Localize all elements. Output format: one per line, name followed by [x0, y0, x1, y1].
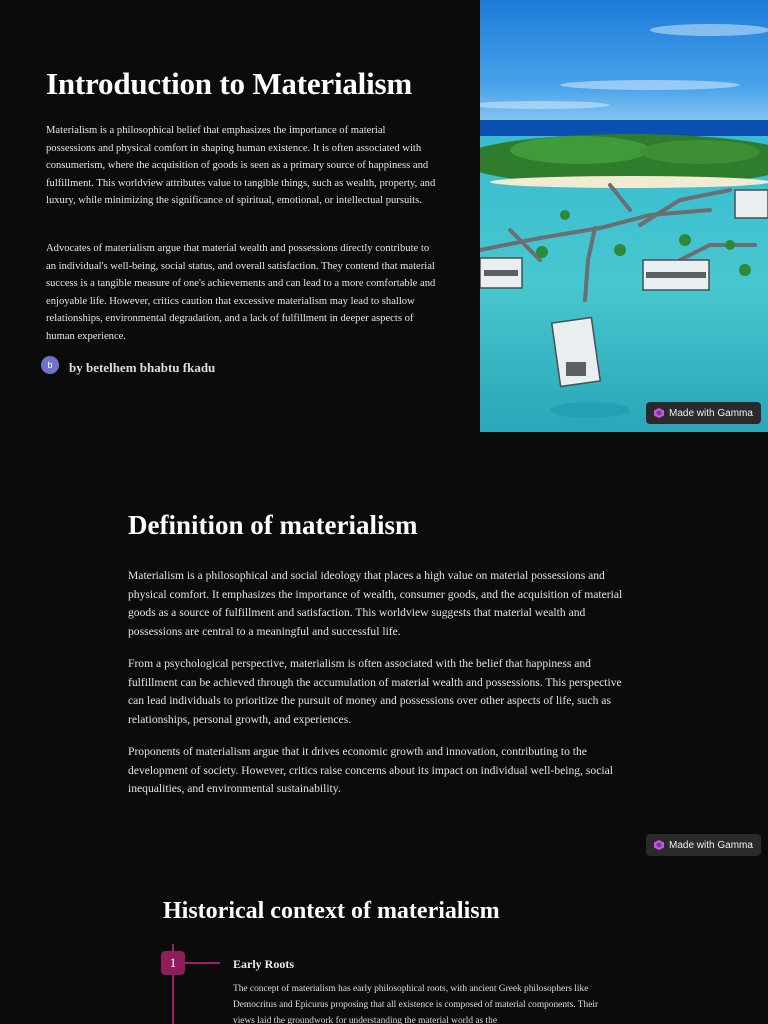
made-with-gamma-badge[interactable] [646, 834, 761, 856]
gamma-logo-icon [654, 408, 664, 418]
author-name: by betelhem bhabtu fkadu [69, 360, 216, 375]
slide-title: Introduction to Materialism [46, 66, 412, 101]
timeline-step-number: 1 [161, 951, 185, 975]
timeline-step-heading: Early Roots [233, 957, 294, 971]
slide-title: Definition of materialism [128, 510, 418, 540]
gamma-logo-icon [654, 840, 664, 850]
intro-paragraph-2: Advocates of materialism argue that material wealth and possessions directly contribute to an individual's well-being, social status, and overall satisfaction. They contend that material success is a tangible measure of one's achievements and can lead to a more comfortable and enjoyable life. However, critics caution that excessive materialism may lead to shallow relationships, environmental degradation, and a lack of fulfillment in deeper aspects of human experience. [46, 243, 436, 342]
hero-image-resort [480, 0, 768, 432]
author-byline [41, 353, 215, 376]
timeline-step-text: The concept of materialism has early philosophical roots, with ancient Greek philosophers like Democritus and Epicurus proposing that all existence is composed of material components. Their views laid the groundwork for understanding the material world as the [233, 984, 599, 1024]
intro-paragraph-1: Materialism is a philosophical belief that emphasizes the importance of material possessions and physical comfort in shaping human existence. It is often associated with consumerism, where the acquisition of goods is seen as a primary source of happiness and fulfillment. This worldview attributes value to tangible things, such as wealth, property, and luxury, while minimizing the significance of spiritual, emotional, or intellectual pursuits. [46, 125, 436, 207]
slide-title: Historical context of materialism [163, 898, 500, 924]
definition-paragraph-1: Materialism is a philosophical and social ideology that places a high value on material possessions and physical comfort. It emphasizes the importance of wealth, consumer goods, and the acquisition of material goods as a source of fulfillment and satisfaction. This worldview suggests that material wealth and possessions are central to a meaningful and successful life. [128, 569, 623, 639]
definition-paragraph-3: Proponents of materialism argue that it drives economic growth and innovation, contributing to the development of society. However, critics raise concerns about its impact on individual well-being, social inequalities, and environmental sustainability. [128, 745, 613, 796]
made-with-gamma-badge[interactable] [646, 402, 761, 424]
avatar: b [41, 356, 59, 374]
definition-paragraph-2: From a psychological perspective, materialism is often associated with the belief that happiness and fulfillment can be achieved through the accumulation of material wealth and possessions. This perspective can lead individuals to prioritize the pursuit of money and possessions over other aspects of life, such as relationships, personal growth, and experiences. [128, 657, 622, 727]
timeline-connector [183, 962, 220, 964]
slide-introduction [0, 0, 768, 432]
badge-label: Made with Gamma [669, 407, 753, 419]
badge-label: Made with Gamma [669, 839, 753, 851]
